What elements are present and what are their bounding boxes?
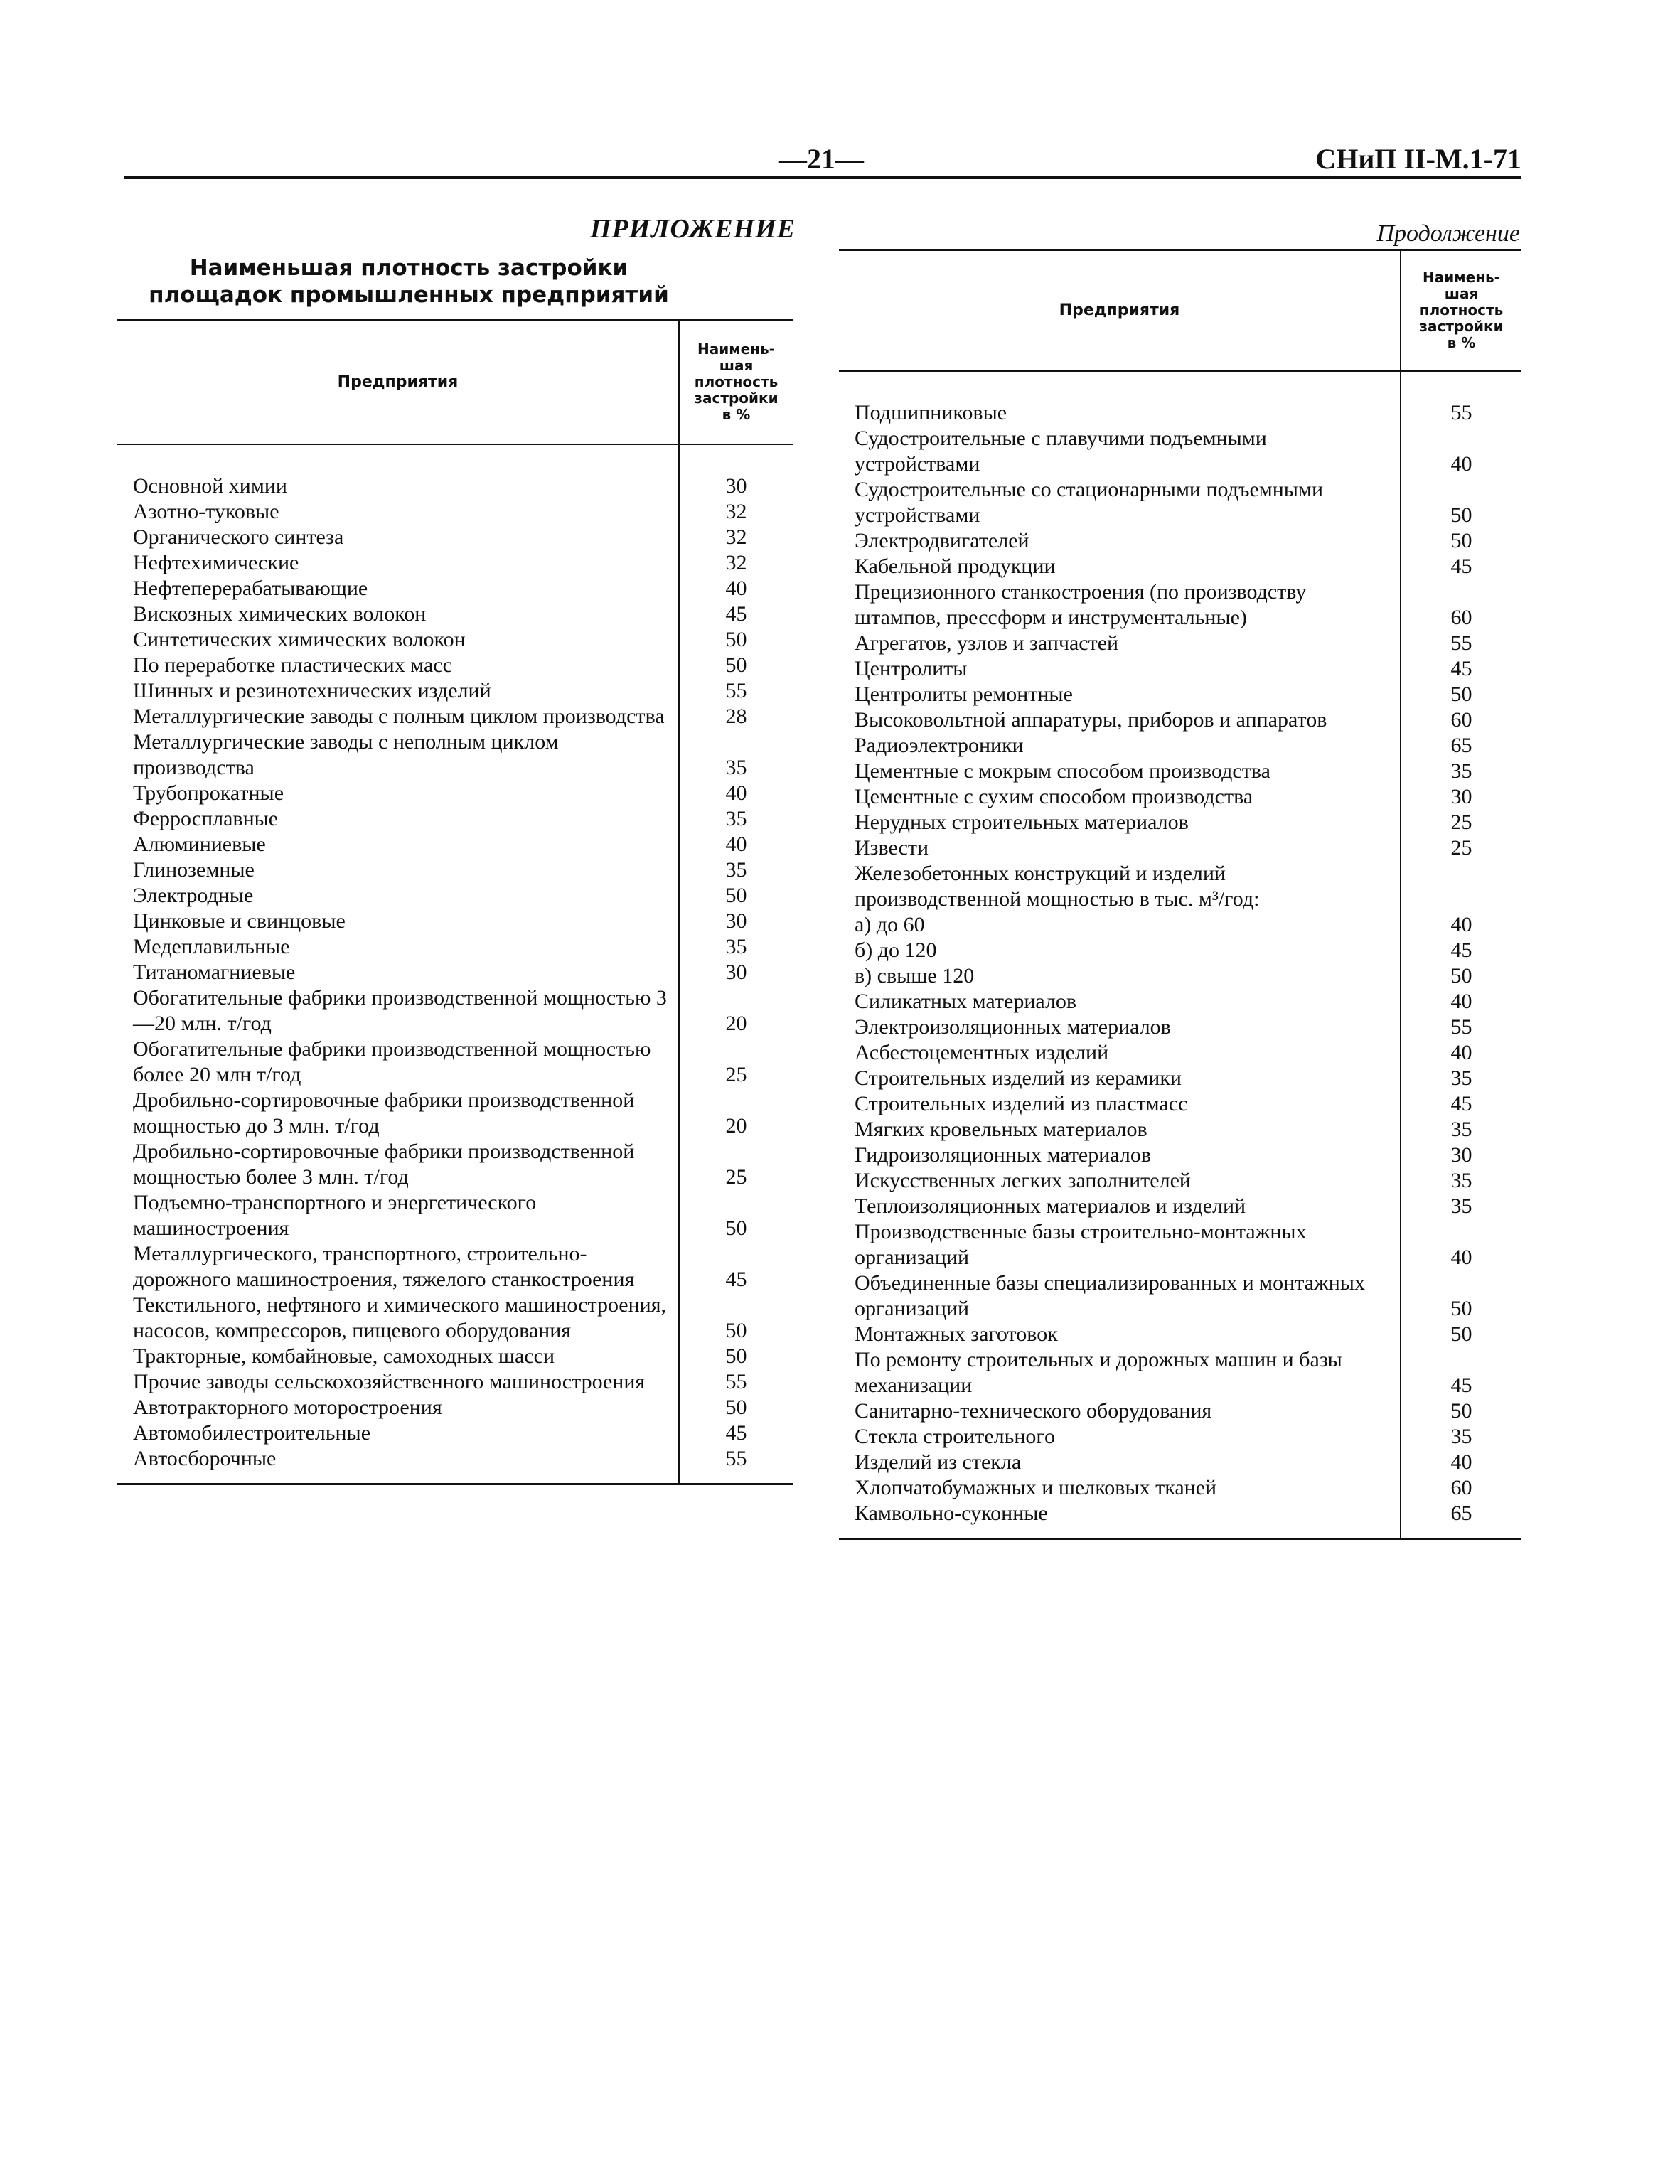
enterprise-column-header: Предприятия bbox=[117, 320, 679, 444]
enterprise-name: Синтетических химических волокон bbox=[133, 627, 466, 651]
enterprise-name: Обогатительные фабрики производственной мощностью более 20 млн т/год bbox=[133, 1037, 651, 1086]
enterprise-name: Трубопрокатные bbox=[133, 781, 284, 805]
enterprise-name: По переработке пластических масс bbox=[133, 653, 452, 677]
table-title bbox=[128, 255, 690, 309]
table-row bbox=[839, 938, 1521, 963]
enterprise-name: Органического синтеза bbox=[133, 525, 344, 549]
enterprise-name: Подшипниковые bbox=[855, 400, 1007, 424]
page-number: —21— bbox=[779, 143, 864, 175]
density-value: 32 bbox=[679, 525, 793, 550]
enterprise-name: Вискозных химических волокон bbox=[133, 601, 427, 626]
table-row bbox=[117, 883, 793, 909]
density-value: 40 bbox=[1401, 1219, 1521, 1270]
table-row bbox=[117, 499, 793, 525]
right-density-table bbox=[839, 249, 1521, 1540]
table-title-line2: площадок промышленных предприятий bbox=[149, 282, 669, 308]
enterprise-name: По ремонту строительных и дорожных машин и базы механизации bbox=[855, 1347, 1342, 1397]
enterprise-name: Обогатительные фабрики производственной мощностью 3—20 млн. т/год bbox=[133, 985, 667, 1035]
density-value: 35 bbox=[679, 934, 793, 960]
enterprise-name: Титаномагниевые bbox=[133, 960, 296, 984]
enterprise-name: Прочие заводы сельскохозяйственного машиностроения bbox=[133, 1369, 646, 1393]
enterprise-name: Монтажных заготовок bbox=[855, 1322, 1058, 1346]
enterprise-name: в) свыше 120 bbox=[855, 963, 975, 987]
density-value: 50 bbox=[1401, 1322, 1521, 1347]
density-value: 50 bbox=[679, 1395, 793, 1420]
density-value: 55 bbox=[1401, 371, 1521, 426]
enterprise-name: Нефтеперерабатывающие bbox=[133, 576, 368, 600]
table-row bbox=[839, 1117, 1521, 1142]
enterprise-name: Нерудных строительных материалов bbox=[855, 810, 1189, 834]
density-value: 50 bbox=[679, 883, 793, 909]
density-value: 40 bbox=[679, 781, 793, 806]
enterprise-name: Шинных и резинотехнических изделий bbox=[133, 678, 491, 702]
density-value: 50 bbox=[1401, 963, 1521, 989]
density-value: 50 bbox=[679, 1344, 793, 1369]
enterprise-name: Центролиты bbox=[855, 656, 968, 680]
density-value: 50 bbox=[679, 1190, 793, 1241]
table-row bbox=[839, 1066, 1521, 1091]
table-row bbox=[117, 1139, 793, 1190]
density-column-header bbox=[679, 320, 793, 444]
enterprise-name: Мягких кровельных материалов bbox=[855, 1117, 1147, 1141]
enterprise-name: Текстильного, нефтяного и химического машиностроения, насосов, компрессоров, пищевого оборудования bbox=[133, 1292, 667, 1342]
enterprise-name: Основной химии bbox=[133, 473, 287, 498]
page-header bbox=[124, 142, 1521, 178]
table-row bbox=[839, 707, 1521, 733]
density-value: 50 bbox=[679, 653, 793, 678]
enterprise-name: Алюминиевые bbox=[133, 832, 266, 856]
enterprise-name: Медеплавильные bbox=[133, 934, 290, 958]
density-value: 45 bbox=[1401, 554, 1521, 579]
density-value: 40 bbox=[679, 832, 793, 857]
density-value: 55 bbox=[679, 1446, 793, 1484]
enterprise-name: Асбестоцементных изделий bbox=[855, 1040, 1109, 1064]
table-row bbox=[839, 1475, 1521, 1501]
density-value: 55 bbox=[1401, 631, 1521, 656]
table-row bbox=[117, 1241, 793, 1292]
enterprise-name: Санитарно-технического оборудования bbox=[855, 1398, 1212, 1423]
density-value: 35 bbox=[1401, 1066, 1521, 1091]
table-row bbox=[117, 1395, 793, 1420]
density-value: 20 bbox=[679, 1088, 793, 1139]
density-header-line: плотность bbox=[694, 373, 779, 390]
enterprise-name: Автотракторного моторостроения bbox=[133, 1395, 442, 1419]
table-row bbox=[117, 653, 793, 678]
density-value: 35 bbox=[1401, 759, 1521, 784]
density-value: 65 bbox=[1401, 733, 1521, 759]
table-row bbox=[117, 909, 793, 934]
density-value: 30 bbox=[679, 444, 793, 499]
density-header-line: шая bbox=[719, 356, 754, 374]
density-value: 32 bbox=[679, 499, 793, 525]
density-header-line: Наимень- bbox=[1423, 269, 1500, 287]
enterprise-name: Хлопчатобумажных и шелковых тканей bbox=[855, 1475, 1217, 1499]
density-column-header bbox=[1401, 250, 1521, 371]
table-row bbox=[839, 1040, 1521, 1066]
table-row bbox=[839, 631, 1521, 656]
table-row bbox=[839, 656, 1521, 682]
table-row bbox=[117, 1344, 793, 1369]
table-row bbox=[117, 1292, 793, 1344]
density-value: 30 bbox=[679, 909, 793, 934]
table-row bbox=[839, 1015, 1521, 1040]
table-row bbox=[117, 806, 793, 832]
table-row bbox=[117, 960, 793, 985]
table-row bbox=[117, 576, 793, 601]
table-row bbox=[839, 1219, 1521, 1270]
table-row bbox=[117, 832, 793, 857]
table-row bbox=[117, 1190, 793, 1241]
enterprise-name: Нефтехимические bbox=[133, 550, 299, 574]
enterprise-name: Стекла строительного bbox=[855, 1424, 1055, 1448]
table-row bbox=[839, 528, 1521, 554]
density-value: 50 bbox=[679, 627, 793, 653]
enterprise-name: Металлургические заводы с полным циклом производства bbox=[133, 704, 665, 728]
enterprise-name: Центролиты ремонтные bbox=[855, 682, 1073, 706]
density-value: 35 bbox=[1401, 1168, 1521, 1194]
table-row bbox=[839, 784, 1521, 810]
density-value: 25 bbox=[1401, 810, 1521, 835]
density-value: 55 bbox=[1401, 1015, 1521, 1040]
density-value: 40 bbox=[1401, 912, 1521, 938]
density-value: 20 bbox=[679, 985, 793, 1037]
table-row bbox=[117, 1037, 793, 1088]
enterprise-name: Прецизионного станкостроения (по производству штампов, прессформ и инструментальные) bbox=[855, 579, 1307, 629]
header-rule bbox=[124, 176, 1521, 179]
density-value: 60 bbox=[1401, 707, 1521, 733]
density-header-line: шая bbox=[1444, 285, 1479, 303]
table-row bbox=[117, 985, 793, 1037]
document-code: СНиП II-М.1-71 bbox=[1315, 143, 1521, 175]
enterprise-name: Судостроительные со стационарными подъемными устройствами bbox=[855, 477, 1324, 527]
density-value: 45 bbox=[1401, 938, 1521, 963]
density-value: 55 bbox=[679, 678, 793, 704]
density-value: 25 bbox=[1401, 835, 1521, 861]
table-row bbox=[117, 1446, 793, 1484]
density-value: 45 bbox=[1401, 1347, 1521, 1398]
table-row bbox=[117, 1420, 793, 1446]
enterprise-name: Теплоизоляционных материалов и изделий bbox=[855, 1194, 1246, 1218]
table-title-line1: Наименьшая плотность застройки bbox=[189, 255, 628, 281]
enterprise-name: Ферросплавные bbox=[133, 806, 279, 830]
density-value: 50 bbox=[1401, 1270, 1521, 1322]
table-row bbox=[117, 857, 793, 883]
table-row bbox=[839, 989, 1521, 1015]
density-value: 25 bbox=[679, 1139, 793, 1190]
enterprise-column-header: Предприятия bbox=[839, 250, 1401, 371]
continuation-label: Продолжение bbox=[1376, 220, 1520, 247]
enterprise-name: Дробильно-сортировочные фабрики производственной мощностью более 3 млн. т/год bbox=[133, 1139, 635, 1189]
enterprise-name: Кабельной продукции bbox=[855, 554, 1056, 578]
density-value bbox=[1401, 861, 1521, 912]
density-header-line: в % bbox=[1447, 334, 1476, 352]
enterprise-name: а) до 60 bbox=[855, 912, 925, 936]
density-header-line: застройки bbox=[694, 389, 779, 407]
density-header-line: застройки bbox=[1419, 318, 1504, 336]
table-row bbox=[117, 627, 793, 653]
table-row bbox=[117, 444, 793, 499]
enterprise-name: Азотно-туковые bbox=[133, 499, 279, 523]
density-value: 35 bbox=[679, 857, 793, 883]
enterprise-name: Автомобилестроительные bbox=[133, 1420, 371, 1445]
enterprise-name: Электродвигателей bbox=[855, 528, 1029, 552]
enterprise-name: Искусственных легких заполнителей bbox=[855, 1168, 1191, 1192]
density-value: 35 bbox=[679, 729, 793, 781]
enterprise-name: Цинковые и свинцовые bbox=[133, 909, 346, 933]
table-row bbox=[117, 1088, 793, 1139]
density-value: 45 bbox=[679, 1420, 793, 1446]
enterprise-name: б) до 120 bbox=[855, 938, 937, 962]
table-row bbox=[117, 678, 793, 704]
table-row bbox=[839, 1142, 1521, 1168]
table-row bbox=[117, 525, 793, 550]
enterprise-name: Железобетонных конструкций и изделий производственной мощностью в тыс. м³/год: bbox=[855, 861, 1260, 911]
density-value: 35 bbox=[679, 806, 793, 832]
table-row bbox=[839, 1270, 1521, 1322]
enterprise-name: Цементные с сухим способом производства bbox=[855, 784, 1253, 808]
density-value: 50 bbox=[1401, 477, 1521, 528]
density-value: 45 bbox=[679, 1241, 793, 1292]
density-header-line: в % bbox=[722, 405, 751, 423]
density-header-line: плотность bbox=[1419, 301, 1504, 319]
table-row bbox=[117, 704, 793, 729]
enterprise-name: Электроизоляционных материалов bbox=[855, 1015, 1171, 1039]
enterprise-name: Глиноземные bbox=[133, 857, 255, 882]
table-row bbox=[839, 1450, 1521, 1475]
enterprise-name: Строительных изделий из керамики bbox=[855, 1066, 1182, 1090]
table-row bbox=[839, 477, 1521, 528]
enterprise-name: Высоковольтной аппаратуры, приборов и аппаратов bbox=[855, 707, 1327, 732]
table-row bbox=[839, 912, 1521, 938]
table-row bbox=[839, 1091, 1521, 1117]
density-value: 40 bbox=[1401, 1450, 1521, 1475]
density-value: 35 bbox=[1401, 1194, 1521, 1219]
density-value: 50 bbox=[1401, 1398, 1521, 1424]
enterprise-name: Металлургического, транспортного, строительно-дорожного машиностроения, тяжелого станкостроения bbox=[133, 1241, 635, 1291]
density-header-line: Наимень- bbox=[697, 340, 775, 358]
density-value: 30 bbox=[1401, 1142, 1521, 1168]
table-row bbox=[839, 861, 1521, 912]
density-value: 40 bbox=[1401, 989, 1521, 1015]
density-value: 45 bbox=[679, 601, 793, 627]
enterprise-name: Металлургические заводы с неполным циклом производства bbox=[133, 729, 559, 779]
enterprise-name: Подъемно-транспортного и энергетического машиностроения bbox=[133, 1190, 537, 1240]
density-value: 40 bbox=[679, 576, 793, 601]
table-row bbox=[839, 371, 1521, 426]
density-value: 30 bbox=[679, 960, 793, 985]
table-row bbox=[839, 554, 1521, 579]
density-value: 45 bbox=[1401, 1091, 1521, 1117]
table-row bbox=[839, 759, 1521, 784]
table-row bbox=[839, 1347, 1521, 1398]
density-value: 25 bbox=[679, 1037, 793, 1088]
table-row bbox=[117, 1369, 793, 1395]
appendix-title: ПРИЛОЖЕНИЕ bbox=[590, 214, 796, 244]
density-value: 40 bbox=[1401, 426, 1521, 477]
density-value: 50 bbox=[1401, 528, 1521, 554]
table-row bbox=[839, 1398, 1521, 1424]
table-row bbox=[839, 1168, 1521, 1194]
enterprise-name: Камвольно-суконные bbox=[855, 1501, 1048, 1525]
table-row bbox=[839, 1322, 1521, 1347]
table-row bbox=[839, 835, 1521, 861]
enterprise-name: Изделий из стекла bbox=[855, 1450, 1022, 1474]
enterprise-name: Радиоэлектроники bbox=[855, 733, 1024, 757]
density-value: 28 bbox=[679, 704, 793, 729]
table-row bbox=[839, 1501, 1521, 1539]
table-row bbox=[839, 1424, 1521, 1450]
density-value: 65 bbox=[1401, 1501, 1521, 1539]
table-row bbox=[117, 781, 793, 806]
enterprise-name: Гидроизоляционных материалов bbox=[855, 1142, 1152, 1167]
table-row bbox=[117, 550, 793, 576]
table-row bbox=[839, 579, 1521, 631]
table-row bbox=[839, 1194, 1521, 1219]
table-row bbox=[117, 601, 793, 627]
enterprise-name: Агрегатов, узлов и запчастей bbox=[855, 631, 1119, 655]
enterprise-name: Объединенные базы специализированных и монтажных организаций bbox=[855, 1270, 1365, 1320]
density-value: 40 bbox=[1401, 1040, 1521, 1066]
table-row bbox=[839, 733, 1521, 759]
enterprise-name: Судостроительные с плавучими подъемными устройствами bbox=[855, 426, 1267, 476]
density-value: 35 bbox=[1401, 1117, 1521, 1142]
enterprise-name: Силикатных материалов bbox=[855, 989, 1077, 1013]
table-row bbox=[117, 934, 793, 960]
density-value: 60 bbox=[1401, 1475, 1521, 1501]
enterprise-name: Дробильно-сортировочные фабрики производственной мощностью до 3 млн. т/год bbox=[133, 1088, 635, 1138]
table-row bbox=[839, 810, 1521, 835]
table-row bbox=[117, 729, 793, 781]
density-value: 50 bbox=[1401, 682, 1521, 707]
enterprise-name: Извести bbox=[855, 835, 929, 860]
table-row bbox=[839, 682, 1521, 707]
density-value: 35 bbox=[1401, 1424, 1521, 1450]
enterprise-name: Тракторные, комбайновые, самоходных шасси bbox=[133, 1344, 555, 1368]
density-value: 30 bbox=[1401, 784, 1521, 810]
table-row bbox=[839, 963, 1521, 989]
density-value: 45 bbox=[1401, 656, 1521, 682]
enterprise-name: Автосборочные bbox=[133, 1446, 277, 1470]
enterprise-name: Электродные bbox=[133, 883, 254, 907]
density-value: 32 bbox=[679, 550, 793, 576]
left-density-table bbox=[117, 318, 793, 1485]
enterprise-name: Цементные с мокрым способом производства bbox=[855, 759, 1270, 783]
density-value: 50 bbox=[679, 1292, 793, 1344]
enterprise-name: Производственные базы строительно-монтажных организаций bbox=[855, 1219, 1307, 1269]
enterprise-name: Строительных изделий из пластмасс bbox=[855, 1091, 1188, 1115]
density-value: 60 bbox=[1401, 579, 1521, 631]
density-value: 55 bbox=[679, 1369, 793, 1395]
table-row bbox=[839, 426, 1521, 477]
